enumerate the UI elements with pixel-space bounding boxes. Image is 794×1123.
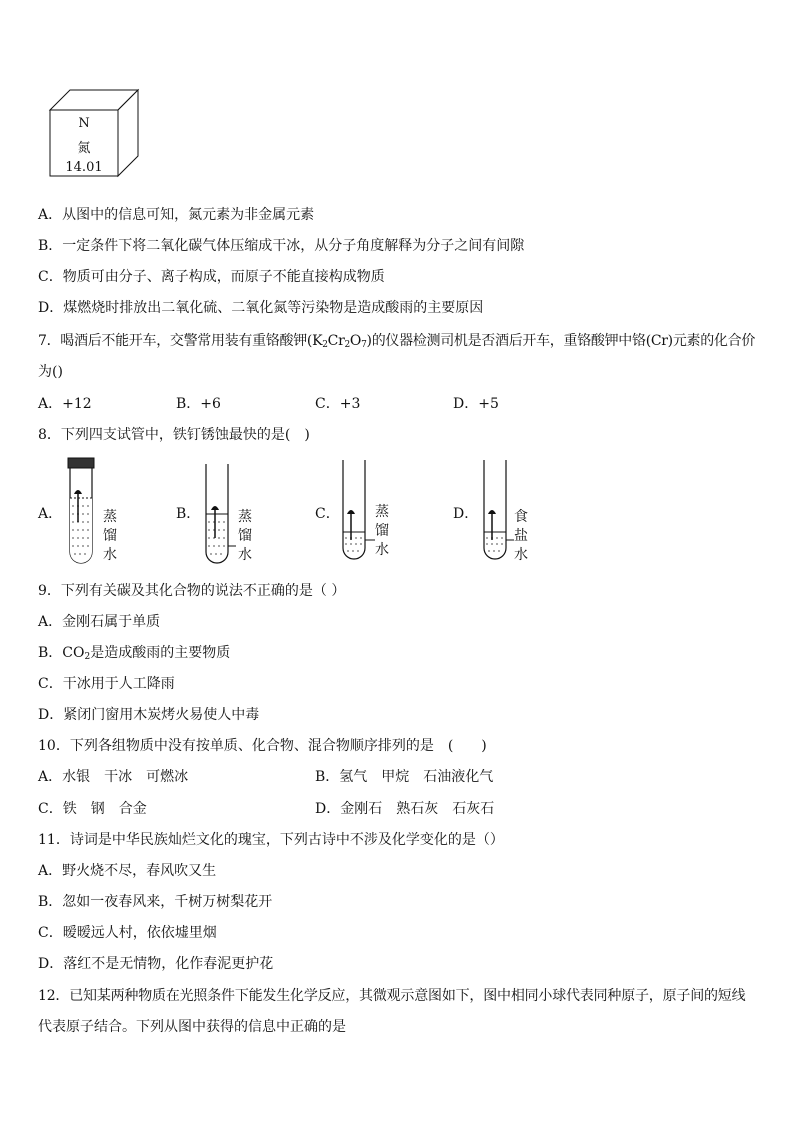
q7-sub-o: 7 — [361, 340, 367, 350]
tube-a-liquid-label-1: 蒸 — [103, 509, 117, 525]
tube-d-letter: D． — [453, 506, 479, 522]
q9-option-b-post: 是造成酸雨的主要物质 — [90, 645, 231, 661]
q9-option-a: A．金刚石属于单质 — [38, 614, 161, 630]
q7-stem-line2: 为() — [38, 364, 63, 380]
q11-option-a: A．野火烧不尽，春风吹又生 — [38, 863, 217, 879]
q9-option-c: C．干冰用于人工降雨 — [38, 676, 175, 692]
q10-stem: 10．下列各组物质中没有按单质、化合物、混合物顺序排列的是 ( ) — [38, 738, 487, 754]
q10-option-d: D．金刚石 熟石灰 石灰石 — [315, 801, 495, 817]
tube-c-liquid-label-3: 水 — [375, 542, 389, 558]
tube-a-liquid-label-2: 馏 — [103, 528, 117, 544]
q7-sub-k: 2 — [322, 340, 328, 350]
q10-option-b: B．氢气 甲烷 石油液化气 — [315, 769, 494, 785]
q12-stem-line1: 12．已知某两种物质在光照条件下能发生化学反应，其微观示意图如下，图中相同小球代表同种原子，原子间的短线 — [38, 988, 746, 1004]
q7-sub-cr: 2 — [344, 340, 350, 350]
tube-b-liquid-label-1: 蒸 — [238, 509, 252, 525]
q7-option-a: A．+12 — [38, 396, 92, 412]
q12-stem-line2: 代表原子结合。下列从图中获得的信息中正确的是 — [38, 1019, 346, 1035]
q11-option-c: C．暧暧远人村，依依墟里烟 — [38, 925, 217, 941]
tube-c-liquid-label-2: 馏 — [375, 523, 389, 539]
tube-a-letter: A． — [38, 506, 63, 522]
q9-stem: 9．下列有关碳及其化合物的说法不正确的是（ ） — [38, 583, 346, 599]
q7-stem-part2: Cr — [327, 333, 345, 349]
q7-stem-part3: O — [349, 333, 362, 349]
tube-b-liquid-label-2: 馏 — [238, 528, 252, 544]
q9-option-b-pre: B．CO — [38, 645, 85, 661]
tube-c-liquid-label-1: 蒸 — [375, 504, 389, 520]
q9-option-b-sub: 2 — [84, 652, 91, 662]
q11-option-d: D．落红不是无情物，化作春泥更护花 — [38, 956, 274, 972]
q6-option-a: A．从图中的信息可知，氮元素为非金属元素 — [38, 207, 315, 223]
tube-d-liquid-label-3: 水 — [514, 547, 528, 563]
q7-stem-line1 — [38, 332, 755, 354]
q7-option-d: D．+5 — [453, 396, 499, 412]
q11-option-b: B．忽如一夜春风来，千树万树梨花开 — [38, 894, 273, 910]
tube-c-letter: C． — [315, 506, 340, 522]
q6-option-b: B．一定条件下将二氧化碳气体压缩成干冰，从分子角度解释为分子之间有间隙 — [38, 238, 525, 254]
q8-stem: 8．下列四支试管中，铁钉锈蚀最快的是( ) — [38, 427, 310, 443]
q6-option-c: C．物质可由分子、离子构成，而原子不能直接构成物质 — [38, 269, 385, 285]
tube-d-liquid-label-1: 食 — [514, 509, 528, 525]
element-mass: 14.01 — [65, 160, 103, 175]
q11-stem: 11．诗词是中华民族灿烂文化的瑰宝，下列古诗中不涉及化学变化的是（） — [38, 832, 504, 848]
tube-d-liquid-label-2: 盐 — [514, 528, 528, 544]
q6-option-d: D．煤燃烧时排放出二氧化硫、二氧化氮等污染物是造成酸雨的主要原因 — [38, 300, 484, 316]
q9-option-d: D．紧闭门窗用木炭烤火易使人中毒 — [38, 707, 260, 723]
tube-b-letter: B． — [176, 506, 201, 522]
tube-b-liquid-label-3: 水 — [238, 547, 252, 563]
q10-option-c: C．铁 钢 合金 — [38, 801, 147, 817]
q10-option-a: A．水银 干冰 可燃冰 — [38, 769, 189, 785]
q9-option-b — [38, 644, 230, 666]
q7-stem-part1: 7．喝酒后不能开车，交警常用装有重铬酸钾(K — [38, 333, 323, 349]
q7-option-b: B．+6 — [176, 396, 221, 412]
element-symbol: N — [78, 116, 90, 131]
q7-stem-part4: )的仪器检测司机是否酒后开车，重铬酸钾中铬(Cr)元素的化合价 — [366, 333, 756, 349]
q7-option-c: C．+3 — [315, 396, 361, 412]
tube-a-liquid-label-3: 水 — [103, 547, 117, 563]
element-name: 氮 — [77, 141, 91, 156]
